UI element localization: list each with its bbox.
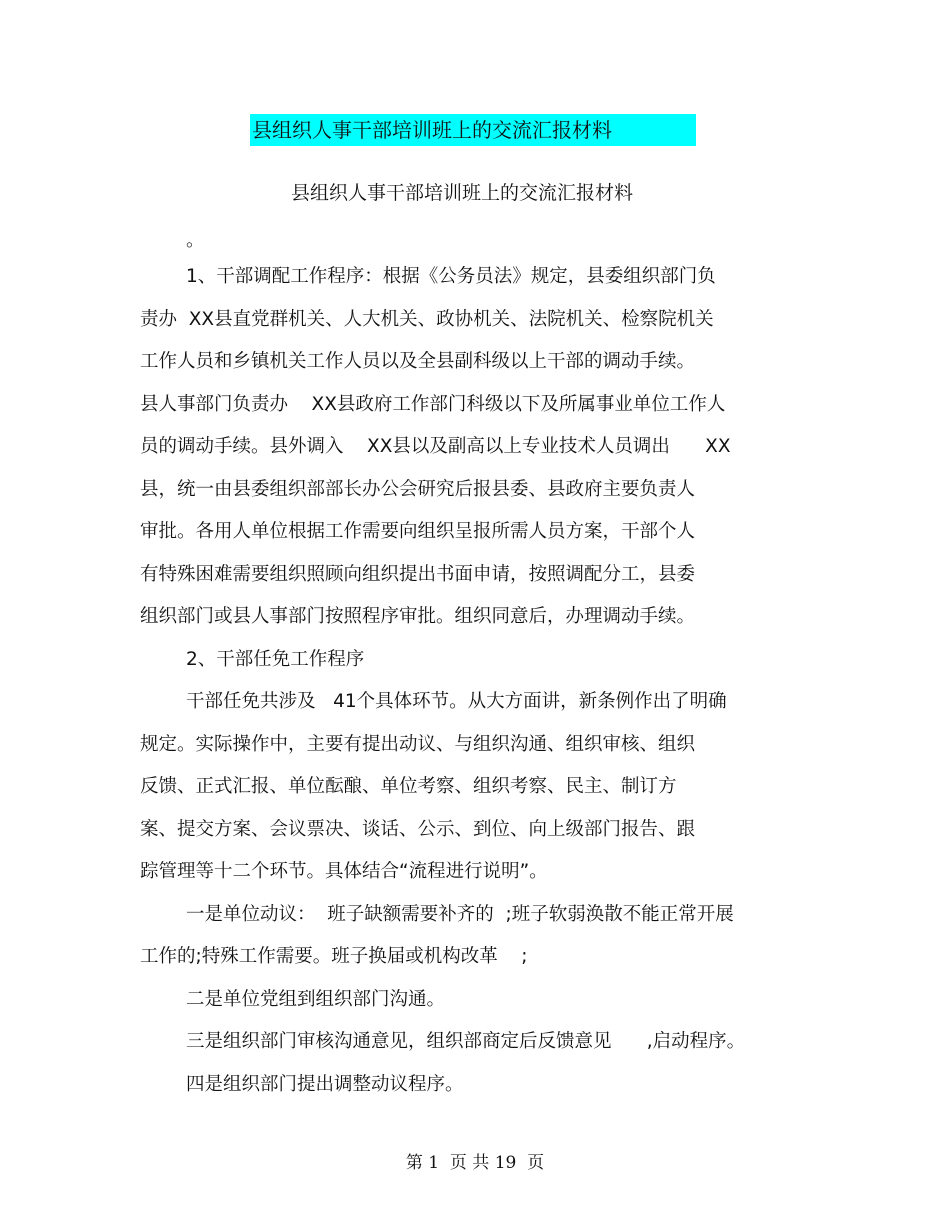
highlighted-document-title: 县组织人事干部培训班上的交流汇报材料 xyxy=(250,114,696,146)
paragraph-line: 四是组织部门提出调整动议程序。 xyxy=(186,1074,464,1095)
document-subtitle: 县组织人事干部培训班上的交流汇报材料 xyxy=(290,182,633,204)
paragraph-line: 审批。各用人单位根据工作需要向组织呈报所需人员方案，干部个人 xyxy=(140,521,696,542)
paragraph-line: 三是组织部门审核沟通意见，组织部商定后反馈意见 ,启动程序。 xyxy=(186,1031,746,1052)
page-number-footer: 第 1 页 共 19 页 xyxy=(405,1153,545,1173)
paragraph-line: 二是单位党组到组织部门沟通。 xyxy=(186,989,446,1010)
paragraph-line: 县，统一由县委组织部部长办公会研究后报县委、县政府主要负责人 xyxy=(140,479,696,500)
paragraph-line: 责办 XX县直党群机关、人大机关、政协机关、法院机关、检察院机关 xyxy=(140,309,714,330)
paragraph-line: 1、干部调配工作程序：根据《公务员法》规定，县委组织部门负 xyxy=(186,266,716,287)
paragraph-line: 工作人员和乡镇机关工作人员以及全县副科级以上干部的调动手续。 xyxy=(140,351,696,372)
paragraph-line: 组织部门或县人事部门按照程序审批。组织同意后，办理调动手续。 xyxy=(140,606,696,627)
paragraph-line: 员的调动手续。县外调入 XX县以及副高以上专业技术人员调出 XX xyxy=(140,436,731,457)
paragraph-line: 有特殊困难需要组织照顾向组织提出书面申请，按照调配分工，县委 xyxy=(140,564,696,585)
paragraph-line: 县人事部门负责办 XX县政府工作部门科级以下及所属事业单位工作人 xyxy=(140,394,726,415)
paragraph-line: 干部任免共涉及 41个具体环节。从大方面讲，新条例作出了明确 xyxy=(186,691,727,712)
paragraph-line: 案、提交方案、会议票决、谈话、公示、到位、向上级部门报告、跟 xyxy=(140,819,696,840)
paragraph-line: 一是单位动议： 班子缺额需要补齐的 ;班子软弱涣散不能正常开展 xyxy=(186,904,734,925)
section-heading: 2、干部任免工作程序 xyxy=(186,649,365,670)
paragraph-line: 工作的;特殊工作需要。班子换届或机构改革 ; xyxy=(140,946,528,967)
paragraph-line: 反馈、正式汇报、单位酝酿、单位考察、组织考察、民主、制订方 xyxy=(140,776,677,797)
paragraph-line: 踪管理等十二个环节。具体结合“流程进行说明”。 xyxy=(140,861,548,882)
paragraph-line: 规定。实际操作中，主要有提出动议、与组织沟通、组织审核、组织 xyxy=(140,734,696,755)
paragraph-line: 。 xyxy=(186,230,205,251)
